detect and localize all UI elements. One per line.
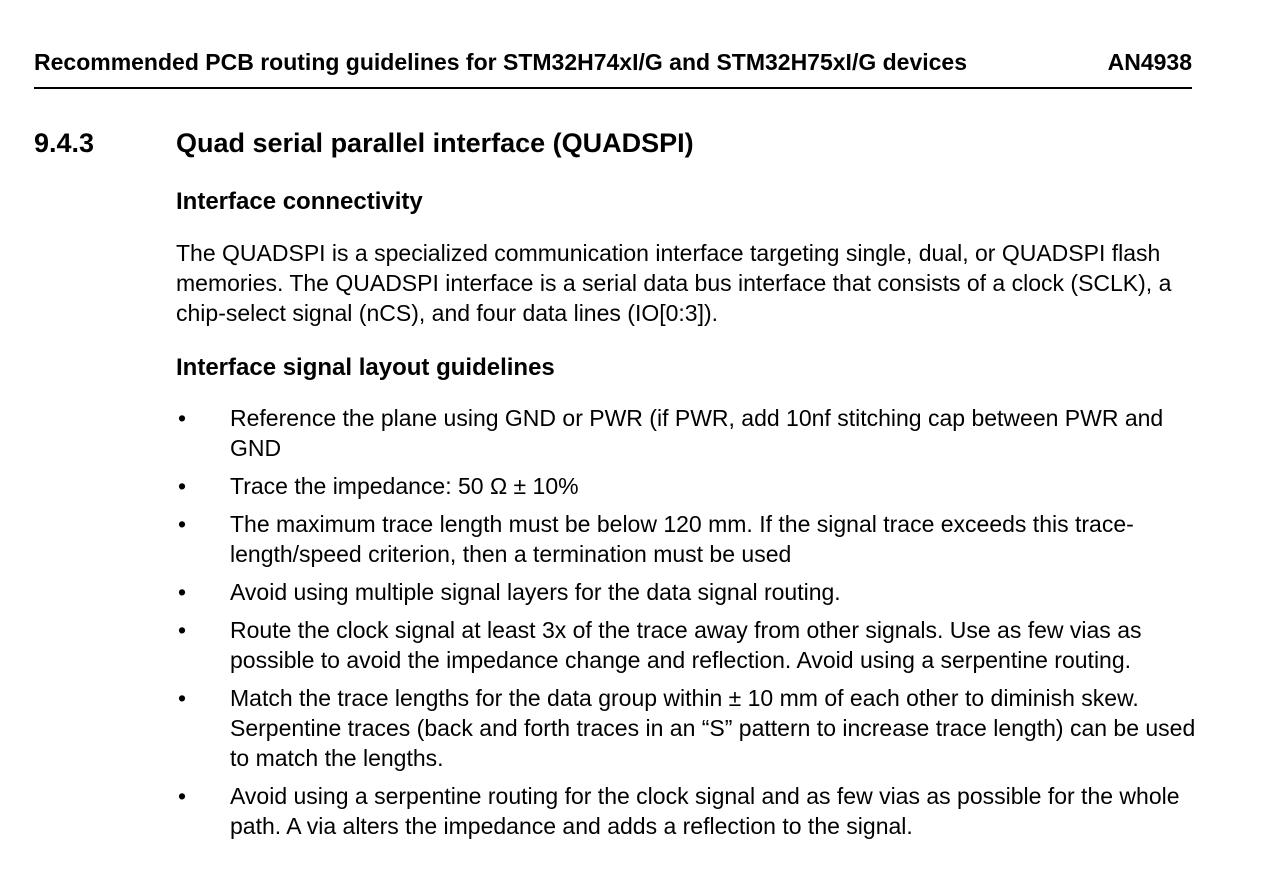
list-item-text: Match the trace lengths for the data group within ± 10 mm of each other to diminish skew. Serpentine traces (back and forth traces in an “S” pattern to increase trace length) can be used to match the lengths. — [230, 685, 1196, 771]
list-item-text: Trace the impedance: 50 Ω ± 10% — [230, 473, 579, 499]
list-item — [176, 781, 1216, 841]
layout-guidelines-heading: Interface signal layout guidelines — [176, 354, 555, 381]
list-item — [176, 471, 1216, 501]
list-item — [176, 683, 1216, 773]
section-number: 9.4.3 — [34, 128, 95, 158]
guidelines-list — [176, 403, 1216, 849]
list-item-text: Avoid using multiple signal layers for the data signal routing. — [230, 579, 841, 605]
list-item-text: The maximum trace length must be below 120 mm. If the signal trace exceeds this trace-length/speed criterion, then a termination must be used — [230, 511, 1134, 567]
list-item — [176, 577, 1216, 607]
page-header — [34, 46, 1192, 78]
bullet-icon: • — [178, 511, 187, 537]
bullet-icon: • — [178, 783, 187, 809]
connectivity-paragraph: The QUADSPI is a specialized communication interface targeting single, dual, or QUADSPI flash memories. The QUADSPI interface is a serial data bus interface that consists of a clock (SCLK), a chip-select signal (nCS), and four data lines (IO[0:3]). — [176, 240, 1172, 326]
bullet-icon: • — [178, 685, 187, 711]
bullet-icon: • — [178, 473, 187, 499]
list-item-text: Reference the plane using GND or PWR (if PWR, add 10nf stitching cap between PWR and GND — [230, 405, 1164, 461]
list-item — [176, 615, 1216, 675]
bullet-icon: • — [178, 405, 187, 431]
list-item — [176, 509, 1216, 569]
section-title: Quad serial parallel interface (QUADSPI) — [176, 128, 694, 158]
connectivity-heading: Interface connectivity — [176, 188, 423, 215]
document-id: AN4938 — [1107, 49, 1192, 75]
list-item — [176, 403, 1216, 463]
header-divider — [34, 87, 1192, 89]
bullet-icon: • — [178, 617, 187, 643]
document-title: Recommended PCB routing guidelines for STM32H74xI/G and STM32H75xI/G devices — [34, 49, 968, 75]
list-item-text: Avoid using a serpentine routing for the clock signal and as few vias as possible for the whole path. A via alters the impedance and adds a reflection to the signal. — [230, 783, 1180, 839]
list-item-text: Route the clock signal at least 3x of the trace away from other signals. Use as few vias as possible to avoid the impedance change and reflection. Avoid using a serpentine routing. — [230, 617, 1142, 673]
bullet-icon: • — [178, 579, 187, 605]
